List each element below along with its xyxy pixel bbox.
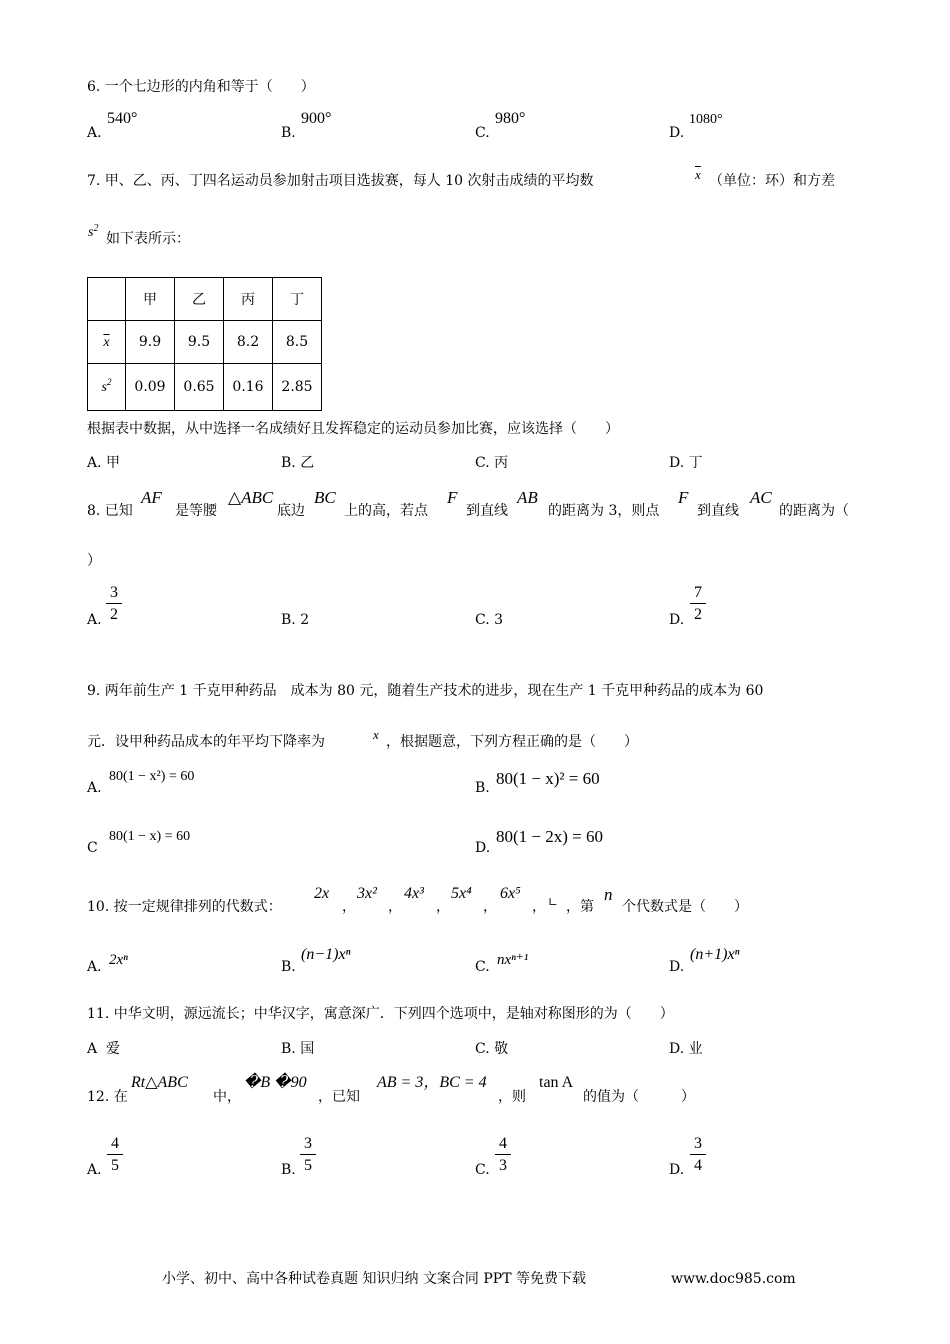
q8-option-b: B. 2 [281,612,310,628]
q12-text-2: ，已知 [318,1089,360,1105]
table-header-cell [88,278,126,321]
q8-option-d-fraction: 7 2 [690,584,706,624]
table-row [88,321,322,364]
q12-option-d-label: D. [669,1162,685,1178]
q11-option-c: C. 敬 [475,1041,509,1057]
table-cell: 9.9 [126,321,175,364]
q11-stem: 11. 中华文明，源远流长；中华汉字，寓意深广．下列四个选项中，是轴对称图形的为（ ） [87,1006,674,1022]
q7-variance-symbol: $s^2$ [88,223,99,240]
table-header-row [88,278,322,321]
q9-line-2b: ，根据题意，下列方程正确的是（ ） [386,734,638,750]
q9-option-c-value: 80(1 − x) = 60 [109,829,191,844]
q10-ellipsis-glyph: ∟ [548,895,559,909]
q8-stem-num: 8. 已知 [87,503,133,519]
q10-option-c-value: nxⁿ⁺¹ [497,952,529,968]
comma: ， [483,899,497,915]
q12-option-c-label: C. [475,1162,490,1178]
q6-option-a-value: 540° [107,110,138,127]
q12-option-d-fraction: 3 4 [690,1135,706,1175]
q10-option-d-value: (n+1)xⁿ [690,946,740,963]
q7-question: 根据表中数据，从中选择一名成绩好且发挥稳定的运动员参加比赛，应该选择（ ） [87,421,619,437]
q9-option-b-value: 80(1 − x)² = 60 [496,769,600,788]
table-cell: 0.09 [126,364,175,411]
q10-stem-a: 10. 按一定规律排列的代数式： [87,899,282,915]
q8-ac: AC [750,488,772,507]
q8-text-1: 是等腰 [175,503,217,519]
table-cell: 0.65 [175,364,224,411]
q8-ab: AB [517,488,538,507]
q8-text-4: 到直线 [466,503,508,519]
table-row [88,364,322,411]
footer-url[interactable]: www.doc985.com [671,1271,796,1287]
q10-option-d-label: D. [669,959,685,975]
table-header-cell: 丁 [273,278,322,321]
q9-option-d-value: 80(1 − 2x) = 60 [496,827,603,846]
q8-text-7: 的距离为（ [779,503,849,519]
q8-option-a-fraction: 3 2 [106,584,122,624]
q9-option-a-value: 80(1 − x²) = 60 [109,769,195,784]
q12-num: 12. 在 [87,1089,128,1105]
q7-stem-part2: （单位：环）和方差 [709,173,835,189]
q10-n: n [604,885,613,904]
q8-text-3: 上的高，若点 [344,503,428,519]
q8-f1: F [447,488,458,507]
q12-option-a-label: A. [87,1162,102,1178]
q7-option-c: C. 丙 [475,455,509,471]
table-header-cell: 乙 [175,278,224,321]
q6-stem: 6. 一个七边形的内角和等于（ ） [87,79,315,95]
q12-text-4: 的值为（ ） [583,1089,695,1105]
q9-line-2a: 元．设甲种药品成本的年平均下降率为 [87,734,325,750]
q12-option-b-label: B. [281,1162,296,1178]
q10-option-c-label: C. [475,959,490,975]
comma: ， [342,899,356,915]
q10-stem-c: 个代数式是（ ） [622,899,748,915]
q12-option-c-fraction: 4 3 [495,1135,511,1175]
q10-option-b-value: (n−1)xⁿ [301,946,351,963]
q10-option-b-label: B. [281,959,296,975]
table-row-label: $\overline{x}$ [88,321,126,364]
q12-option-a-fraction: 4 5 [107,1135,123,1175]
q12-text-3: ，则 [498,1089,526,1105]
table-cell: 8.2 [224,321,273,364]
q8-option-d-label: D. [669,612,685,628]
q8-triangle-abc: △ABC [228,488,274,507]
q8-text-6: 到直线 [697,503,739,519]
table-cell: 9.5 [175,321,224,364]
q7-mean-symbol: $\overline{x}$ [695,167,701,182]
q8-option-c: C. 3 [475,612,504,628]
q9-option-c-label: C [87,840,98,856]
table-row-label: $s^2$ [88,364,126,411]
q10-option-a-value: 2xⁿ [109,952,128,968]
q7-stem-part1: 7. 甲、乙、丙、丁四名运动员参加射击项目选拔赛，每人 10 次射击成绩的平均数 [87,173,594,189]
q6-option-b-value: 900° [301,110,332,127]
q8-text-2: 底边 [277,503,305,519]
q11-option-d: D. 业 [669,1041,703,1057]
q10-option-a-label: A. [87,959,102,975]
q6-option-d-value: 1080° [689,112,723,127]
q9-option-a-label: A. [87,780,102,796]
table-cell: 0.16 [224,364,273,411]
q8-bc: BC [314,488,336,507]
table-header-cell: 甲 [126,278,175,321]
q12-tan: tan A [539,1074,574,1091]
q9-var-x: x [373,727,379,742]
q10-term-5: 6x⁵ [500,885,521,902]
q9-line-1: 9. 两年前生产 1 千克甲种药品 成本为 80 元，随着生产技术的进步，现在生产 1 千克甲种药品的成本为 60 [87,683,764,699]
q9-option-b-label: B. [475,780,490,796]
q12-angle: �B �90 [244,1074,307,1091]
q12-triangle: Rt△ABC [131,1074,188,1091]
q10-term-4: 5x⁴ [451,885,472,902]
q12-text-1: 中， [213,1089,241,1105]
q9-option-d-label: D. [475,840,491,856]
q6-option-a-label: A. [87,125,102,141]
footer-text: 小学、初中、高中各种试卷真题 知识归纳 文案合同 PPT 等免费下载 [162,1271,586,1287]
q6-option-c-value: 980° [495,110,526,127]
q10-term-3: 4x³ [404,885,424,902]
q7-score-table [87,277,322,411]
q8-text-5: 的距离为 3，则点 [548,503,660,519]
q6-option-d-label: D. [669,125,685,141]
q8-option-a-label: A. [87,612,102,628]
table-header-cell: 丙 [224,278,273,321]
q10-stem-b: ，第 [566,899,594,915]
q8-close-paren: ） [87,553,101,569]
q7-option-d: D. 丁 [669,455,703,471]
comma: ， [532,899,546,915]
comma: ， [388,899,402,915]
q6-option-b-label: B. [281,125,296,141]
q7-option-b: B. 乙 [281,455,315,471]
q12-given: AB = 3，BC = 4 [377,1074,487,1091]
comma: ， [436,899,450,915]
q12-option-b-fraction: 3 5 [300,1135,316,1175]
q7-stem-part3: 如下表所示： [106,231,190,247]
table-cell: 8.5 [273,321,322,364]
q10-term-1: 2x [314,885,330,902]
q8-af: AF [141,488,162,507]
q7-option-a: A. 甲 [87,455,121,471]
q11-option-b: B. 国 [281,1041,315,1057]
q6-option-c-label: C. [475,125,490,141]
q8-f2: F [678,488,689,507]
table-cell: 2.85 [273,364,322,411]
q10-term-2: 3x² [357,885,377,902]
q11-option-a: A 爱 [87,1041,121,1057]
